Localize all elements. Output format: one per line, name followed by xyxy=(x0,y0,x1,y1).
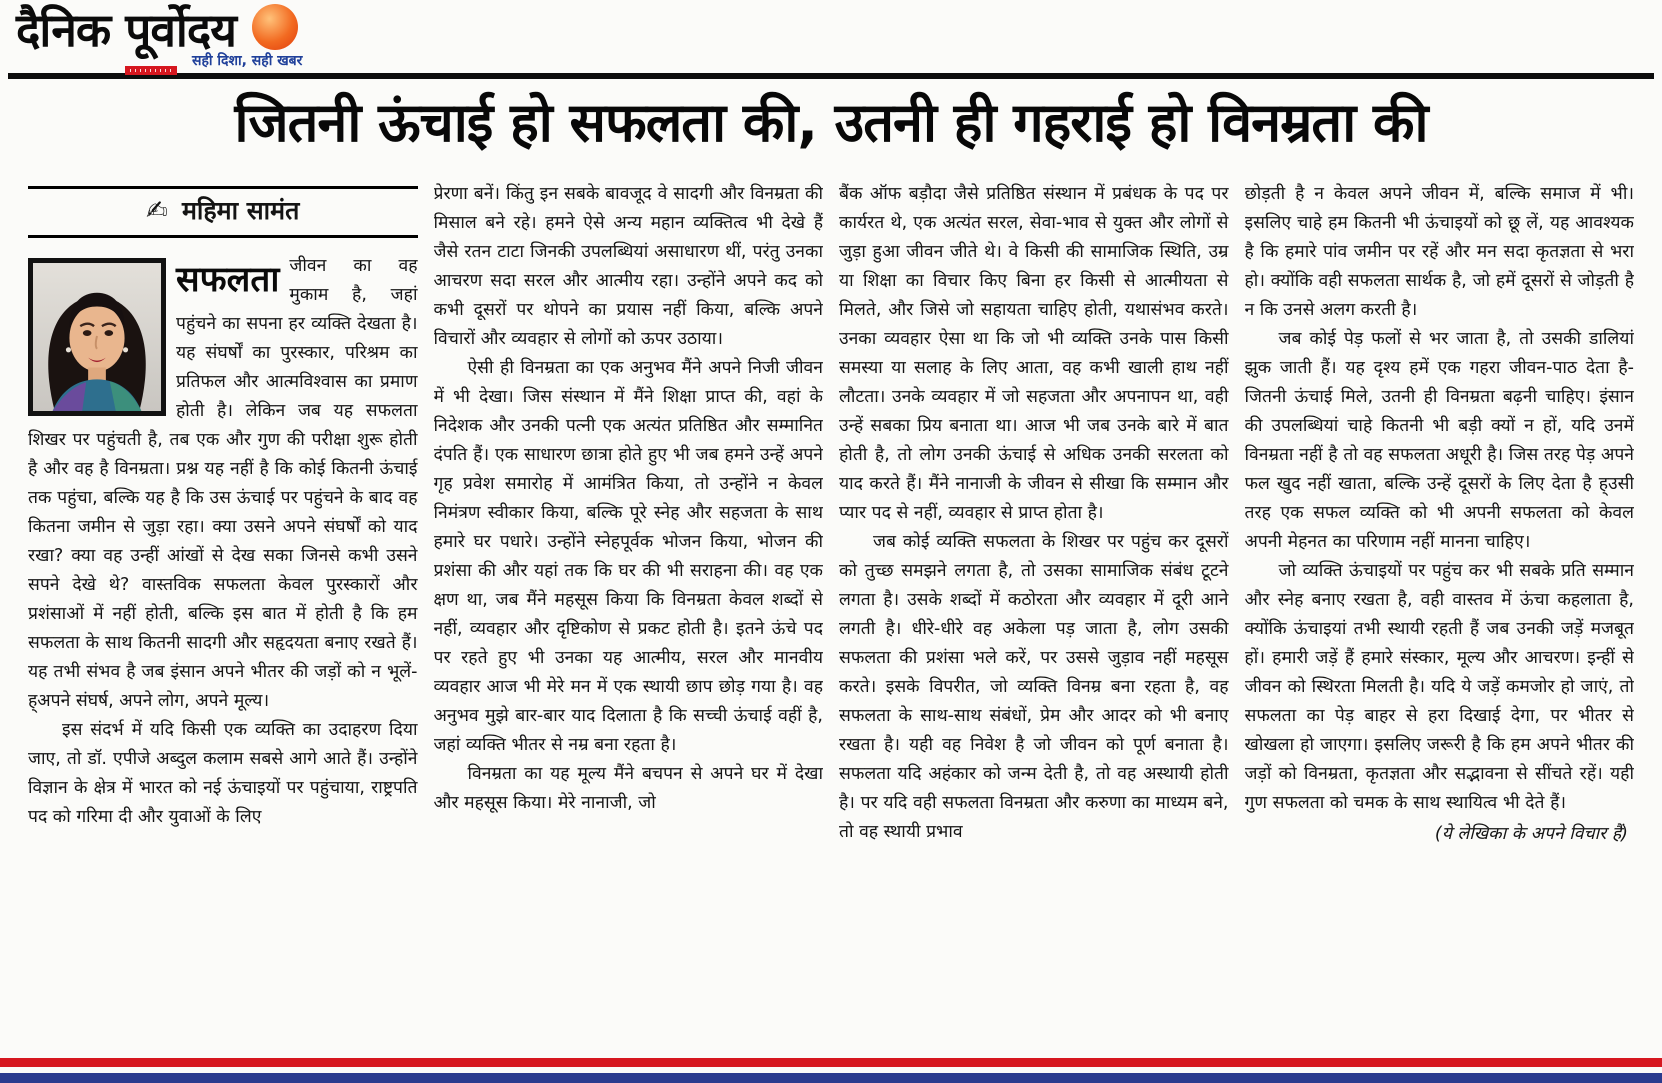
lead-word: सफलता xyxy=(176,260,280,300)
column-3-paragraphs xyxy=(839,180,1229,847)
article-paragraph: प्रेरणा बनें। किंतु इन सबके बावजूद वे सादगी और विनम्रता की मिसाल बने रहे। हमने ऐसे अन्य महान व्यक्तित्व भी देखे हैं जैसे रतन टाटा जिनकी उपलब्धियां असाधारण थीं, परंतु उनका आचरण सदा सरल और आत्मीय रहा। उन्होंने अपने कद को कभी दूसरों पर थोपने का प्रयास नहीं किया, बल्कि अपने विचारों और व्यवहार से लोगों को ऊपर उठाया। xyxy=(433,184,823,349)
writing-hand-icon: ✍ xyxy=(146,196,168,226)
masthead xyxy=(0,0,1662,78)
column-2 xyxy=(434,180,824,1053)
column-1-paragraphs xyxy=(28,716,418,832)
article-paragraph: जब कोई व्यक्ति सफलता के शिखर पर पहुंच कर दूसरों को तुच्छ समझने लगता है, तो उसका सामाजिक संबंध टूटने लगता है। उसके शब्दों में कठोरता और व्यवहार में दूरी आने लगती है। धीरे-धीरे वह अकेला पड़ जाता है, लोग उसकी सफलता की प्रशंसा भले करें, पर उससे जुड़ाव नहीं महसूस करते। इसके विपरीत, जो व्यक्ति विनम्र बना रहता है, वह सफलता के साथ-साथ संबंधों, प्रेम और आदर को भी बनाए रखता है। यही वह निवेश है जो जीवन को पूर्ण बनाता है। सफलता यदि अहंकार को जन्म देती है, तो वह अस्थायी होती है। पर यदि वही सफलता विनम्रता और करुणा का माध्यम बने, तो वह स्थायी प्रभाव xyxy=(839,532,1229,842)
footer-red-rule xyxy=(0,1058,1662,1067)
newspaper-logo: दैनिक पूर्वोदय xyxy=(16,3,236,57)
masthead-divider xyxy=(8,73,1654,79)
article-paragraph: जब कोई पेड़ फलों से भर जाता है, तो उसकी डालियां झुक जाती हैं। यह दृश्य हमें एक गहरा जीवन-पाठ देता है- जितनी ऊंचाई मिले, उतनी ही विनम्रता बढ़नी चाहिए। इंसान की उपलब्धियां चाहे कितनी भी बड़ी क्यों न हों, यदि उनमें विनम्रता नहीं है तो वह सफलता अधूरी है। जिस तरह पेड़ अपने फल खुद नहीं खाता, बल्कि उन्हें दूसरों के लिए देता है ह्उसी तरह एक सफल व्यक्ति को भी अपनी सफलता को केवल अपनी मेहनत का परिणाम नहीं मानना चाहिए। xyxy=(1244,329,1634,552)
masthead-ribbon xyxy=(125,66,177,75)
author-note: (ये लेखिका के अपने विचार हैं) xyxy=(1434,824,1628,844)
byline-author: महिमा सामंत xyxy=(181,196,300,225)
lead-text: जीवन का वह मुकाम है, जहां पहुंचने का सपना हर व्यक्ति देखता है। यह संघर्षों का पुरस्कार, परिश्रम का प्रतिफल और आत्मविश्वास का प्रमाण होती है। लेकिन जब यह सफलता शिखर पर पहुंचती है, तब एक और गुण की परीक्षा शुरू होती है और वह है विनम्रता। प्रश्न यह नहीं है कि कोई कितनी ऊंचाई तक पहुंचा, बल्कि यह है कि उस ऊंचाई पर पहुंचने के बाद वह कितना जमीन से जुड़ा रहा। क्या उसने अपने संघर्षों को याद रखा? क्या वह उन्हीं आंखों से देख सका जिनसे कभी उसने सपने देखे थे? वास्तविक सफलता केवल पुरस्कारों और प्रशंसाओं में नहीं होती, बल्कि इस बात में होती है कि हम सफलता के साथ कितनी सादगी और सहृदयता बनाए रखते हैं। यह तभी संभव है जब इंसान अपने भीतर की जड़ों को न भूलें-ह्अपने संघर्ष, अपने लोग, अपने मूल्य। xyxy=(28,256,418,711)
byline xyxy=(28,186,418,238)
author-photo xyxy=(28,258,166,416)
article-paragraph: इस संदर्भ में यदि किसी एक व्यक्ति का उदाहरण दिया जाए, तो डॉ. एपीजे अब्दुल कलाम सबसे आगे आते हैं। उन्होंने विज्ञान के क्षेत्र में भारत को नई ऊंचाइयों पर पहुंचाया, राष्ट्रपति पद को गरिमा दी और युवाओं के लिए xyxy=(28,720,418,827)
lead-paragraph xyxy=(28,252,418,716)
article-headline: जितनी ऊंचाई हो सफलता की, उतनी ही गहराई हो विनम्रता की xyxy=(234,91,1428,154)
column-1 xyxy=(28,180,418,1053)
footer-blue-rule xyxy=(0,1073,1662,1083)
article-paragraph: बैंक ऑफ बड़ौदा जैसे प्रतिष्ठित संस्थान में प्रबंधक के पद पर कार्यरत थे, एक अत्यंत सरल, सेवा-भाव से युक्त और लोगों से जुड़ा हुआ जीवन जीते थे। वे किसी की सामाजिक स्थिति, उम्र या शिक्षा का विचार किए बिना हर किसी से आत्मीयता से मिलते, और जिसे जो सहायता चाहिए होती, यथासंभव करते। उनका व्यवहार ऐसा था कि जो भी व्यक्ति उनके पास किसी समस्या या सलाह के लिए आता, वह कभी खाली हाथ नहीं लौटता। उनके व्यवहार में जो सहजता और अपनापन था, वही उन्हें सबका प्रिय बनाता था। आज भी जब उनके बारे में बात होती है, तो लोग उनकी ऊंचाई से अधिक उनकी सरलता को याद करते हैं। मैंने नानाजी के जीवन से सीखा कि सम्मान और प्यार पद से नहीं, व्यवहार से प्राप्त होता है। xyxy=(839,184,1229,523)
masthead-tagline: सही दिशा, सही खबर xyxy=(192,53,303,69)
article-paragraph: ऐसी ही विनम्रता का एक अनुभव मैंने अपने निजी जीवन में भी देखा। जिस संस्थान में मैंने शिक्षा प्राप्त की, वहां के निदेशक और उनकी पत्नी एक अत्यंत प्रतिष्ठित और सम्मानित दंपति हैं। एक साधारण छात्रा होते हुए भी जब हमने उन्हें अपने गृह प्रवेश समारोह में आमंत्रित किया, तो उन्होंने न केवल निमंत्रण स्वीकार किया, बल्कि पूरे स्नेह और सहजता के साथ हमारे घर पधारे। उन्होंने स्नेहपूर्वक भोजन किया, भोजन की प्रशंसा की और यहां तक कि घर की भी सराहना की। वह एक क्षण था, जब मैंने महसूस किया कि विनम्रता केवल शब्दों से नहीं, व्यवहार और दृष्टिकोण से प्रकट होती है। इतने ऊंचे पद पर रहते हुए भी उनका यह आत्मीय, सरल और मानवीय व्यवहार आज भी मेरे मन में एक स्थायी छाप छोड़ गया है। वह अनुभव मुझे बार-बार याद दिलाता है कि सच्ची ऊंचाई वहीं है, जहां व्यक्ति भीतर से नम्र बना रहता है। xyxy=(433,358,823,755)
article-body xyxy=(28,180,1634,1053)
column-3 xyxy=(839,180,1229,1053)
column-2-paragraphs xyxy=(434,180,824,818)
article-paragraph: विनम्रता का यह मूल्य मैंने बचपन से अपने घर में देखा और महसूस किया। मेरे नानाजी, जो xyxy=(433,764,823,813)
author-portrait-graphic xyxy=(33,263,161,411)
article-paragraph: जो व्यक्ति ऊंचाइयों पर पहुंच कर भी सबके प्रति सम्मान और स्नेह बनाए रखता है, वही वास्तव में ऊंचा कहलाता है, क्योंकि ऊंचाइयां तभी स्थायी रहती हैं जब उनकी जड़ें मजबूत हों। हमारी जड़ें हैं हमारे संस्कार, मूल्य और आचरण। इन्हीं से जीवन को स्थिरता मिलती है। यदि ये जड़ें कमजोर हो जाएं, तो सफलता का पेड़ बाहर से हरा दिखाई देगा, पर भीतर से खोखला हो जाएगा। इसलिए जरूरी है कि हम अपने भीतर की जड़ों को विनम्रता, कृतज्ञता और सद्भावना से सींचते रहें। यही गुण सफलता को चमक के साथ स्थायित्व भी देते हैं। xyxy=(1244,561,1634,813)
article-paragraph: छोड़ती है न केवल अपने जीवन में, बल्कि समाज में भी। इसलिए चाहे हम कितनी भी ऊंचाइयों को छू लें, यह आवश्यक है कि हमारे पांव जमीन पर रहें और मन सदा कृतज्ञता से भरा हो। क्योंकि वही सफलता सार्थक है, जो हमें दूसरों से जोड़ती है न कि उनसे अलग करती है। xyxy=(1244,184,1634,320)
logo-sun-mark xyxy=(252,4,298,50)
column-4 xyxy=(1245,180,1635,1053)
column-4-paragraphs xyxy=(1245,180,1635,818)
